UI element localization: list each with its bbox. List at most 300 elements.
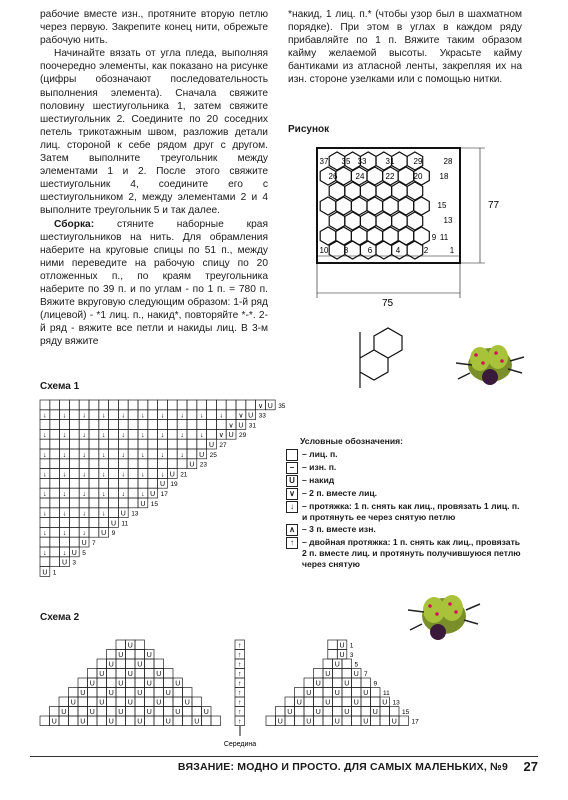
grid-cell [154, 716, 164, 726]
stitch-symbol: U [315, 680, 321, 688]
stitch-symbol: ↓ [43, 530, 47, 538]
stitch-symbol: ↓ [101, 451, 106, 459]
stitch-symbol: ↓ [121, 412, 126, 420]
grid-cell [148, 400, 158, 410]
stitch-symbol: ↓ [62, 491, 67, 498]
stitch-symbol: ↓ [62, 530, 67, 538]
grid-cell [109, 420, 119, 430]
grid-cell [50, 488, 60, 498]
grid-cell [333, 707, 343, 717]
row-number: 35 [278, 402, 286, 410]
stitch-symbol: U [61, 709, 67, 716]
grid-cell [216, 420, 226, 430]
right-text-column [288, 8, 522, 87]
grid-cell [107, 650, 117, 660]
hexagon-number: 31 [385, 157, 395, 166]
grid-cell [109, 429, 119, 439]
grid-cell [304, 707, 314, 717]
stitch-symbol: U [315, 709, 321, 716]
hexagon-number: 1 [449, 246, 455, 255]
hexagon-number: 2 [423, 246, 429, 255]
double-decrease-symbol: ↑ [237, 709, 242, 716]
grid-cell [361, 678, 371, 688]
grid-cell [89, 429, 99, 439]
grid-cell [99, 498, 109, 508]
grid-cell [314, 716, 324, 726]
grid-cell [187, 400, 197, 410]
legend-title: Условные обозначения: [300, 436, 403, 446]
legend-item [286, 501, 526, 523]
stitch-symbol: ↓ [43, 451, 47, 459]
hexagon-number: 10 [319, 246, 329, 255]
row-number: 25 [209, 451, 217, 459]
grid-cell [183, 707, 193, 717]
hexagon-detail-icon [352, 326, 412, 392]
hexagon-number: 4 [395, 246, 401, 255]
legend-item [286, 449, 526, 461]
grid-cell [109, 439, 119, 449]
grid-cell [342, 716, 352, 726]
stitch-symbol: U [208, 442, 215, 449]
grid-cell [183, 688, 193, 698]
paragraph-1: рабочие вместе изн., протяните вторую петлю через первую. Закрепите конец нити, обрежьте рабочую нить. [40, 9, 268, 47]
grid-cell [192, 707, 202, 717]
grid-cell [69, 527, 79, 537]
magazine-title: ВЯЗАНИЕ: МОДНО И ПРОСТО. ДЛЯ САМЫХ МАЛЕНЬКИХ, №9 [177, 761, 508, 773]
stitch-symbol: ↓ [141, 432, 145, 440]
grid-cell [128, 400, 138, 410]
grid-cell [69, 537, 79, 547]
grid-cell [148, 459, 158, 469]
hexagon-cell [320, 227, 336, 245]
grid-cell [60, 459, 70, 469]
width-label: 75 [382, 298, 394, 309]
stitch-symbol: U [325, 699, 331, 707]
grid-cell [314, 669, 324, 679]
grid-cell [50, 707, 60, 717]
grid-cell [89, 410, 99, 420]
grid-cell [399, 716, 409, 726]
hexagon-number: 13 [443, 216, 453, 225]
grid-cell [323, 716, 333, 726]
grid-cell [107, 669, 117, 679]
grid-cell [135, 678, 145, 688]
grid-cell [352, 678, 362, 688]
grid-cell [148, 449, 158, 459]
grid-cell [126, 678, 136, 688]
double-decrease-symbol: ↑ [237, 718, 242, 726]
stitch-symbol: U [137, 690, 143, 697]
grid-cell [211, 716, 221, 726]
grid-cell [128, 459, 138, 469]
grid-cell [246, 400, 256, 410]
legend-symbol-icon: ∨ [286, 488, 298, 500]
stitch-symbol: U [99, 671, 105, 678]
legend-symbol-icon: ∧ [286, 524, 298, 536]
grid-cell [78, 678, 88, 688]
stitch-symbol: ↓ [82, 510, 86, 518]
row-number: 31 [248, 422, 257, 430]
grid-cell [109, 400, 119, 410]
stitch-symbol: U [120, 510, 126, 518]
figure-label: Рисунок [288, 124, 330, 135]
grid-cell [50, 547, 60, 557]
stitch-symbol: U [238, 422, 244, 430]
grid-cell [164, 707, 174, 717]
grid-cell [99, 478, 109, 488]
grid-cell [128, 410, 138, 420]
grid-cell [109, 498, 119, 508]
double-decrease-symbol: ↑ [237, 680, 242, 688]
stitch-symbol: U [334, 690, 340, 697]
stitch-symbol: ↓ [180, 412, 184, 420]
double-decrease-symbol: ↑ [237, 690, 242, 697]
stitch-symbol: U [334, 718, 340, 726]
stitch-symbol: U [61, 559, 68, 567]
stitch-symbol: U [99, 699, 105, 707]
grid-cell [89, 527, 99, 537]
row-number: 5 [354, 661, 359, 669]
grid-cell [187, 439, 197, 449]
grid-cell [50, 557, 60, 567]
grid-cell [109, 478, 119, 488]
grid-cell [79, 459, 89, 469]
stitch-symbol: U [108, 690, 114, 697]
grid-cell [79, 439, 89, 449]
grid-cell [40, 420, 50, 430]
double-decrease-symbol: ↑ [237, 642, 242, 650]
grid-cell [135, 640, 145, 650]
stitch-symbol: ↓ [43, 491, 47, 498]
grid-cell [158, 459, 168, 469]
grid-cell [304, 697, 314, 707]
grid-cell [138, 478, 148, 488]
height-label: 77 [488, 200, 500, 211]
grid-cell [109, 449, 119, 459]
grid-cell [145, 669, 155, 679]
grid-cell [192, 697, 202, 707]
stitch-symbol: U [169, 471, 175, 479]
stitch-symbol: ↓ [82, 432, 86, 440]
grid-cell [323, 678, 333, 688]
row-number: 17 [160, 491, 168, 498]
legend-symbol-icon [286, 449, 298, 461]
stitch-symbol: U [325, 671, 331, 678]
legend-text: – 3 п. вместе изн. [302, 524, 376, 534]
grid-cell [69, 707, 79, 717]
legend-text: – 2 п. вместе лиц. [302, 488, 378, 498]
double-decrease-symbol: ↑ [237, 652, 242, 659]
grid-cell [40, 439, 50, 449]
grid-cell [158, 400, 168, 410]
grid-cell [167, 420, 177, 430]
stitch-symbol: ↓ [199, 432, 204, 440]
stitch-symbol: ↓ [141, 491, 145, 498]
grid-cell [352, 716, 362, 726]
double-decrease-symbol: ↑ [237, 661, 242, 669]
grid-cell [99, 459, 109, 469]
stitch-symbol: U [334, 661, 340, 669]
stitch-symbol: U [296, 699, 302, 707]
grid-cell [99, 400, 109, 410]
row-number: 5 [82, 549, 86, 557]
grid-cell [109, 459, 119, 469]
grid-cell [167, 459, 177, 469]
stitch-symbol: ↓ [43, 471, 47, 479]
grid-cell [78, 697, 88, 707]
grid-cell [148, 439, 158, 449]
stitch-symbol: ↓ [62, 471, 67, 479]
grid-cell [69, 716, 79, 726]
stitch-symbol: U [146, 652, 152, 659]
grid-cell [107, 697, 117, 707]
grid-cell [118, 439, 128, 449]
grid-cell [328, 650, 338, 660]
grid-cell [89, 459, 99, 469]
grid-cell [135, 669, 145, 679]
legend-symbol-icon: – [286, 462, 298, 474]
grid-cell [69, 449, 79, 459]
grid-cell [128, 439, 138, 449]
footer-rule [30, 756, 538, 757]
grid-cell [118, 498, 128, 508]
stitch-symbol: U [89, 680, 95, 688]
stitch-symbol: ↓ [141, 451, 145, 459]
stitch-symbol: U [306, 690, 312, 697]
grid-cell [89, 469, 99, 479]
grid-cell [118, 478, 128, 488]
stitch-symbol: U [189, 461, 195, 469]
stitch-symbol: ↓ [160, 471, 165, 479]
page-footer [0, 756, 568, 778]
hexagon-number: 24 [355, 172, 365, 181]
grid-cell [314, 697, 324, 707]
grid-cell [89, 518, 99, 528]
grid-cell [128, 478, 138, 488]
grid-cell [177, 420, 187, 430]
grid-cell [128, 449, 138, 459]
stitch-symbol: U [146, 680, 152, 688]
legend-text: – двойная протяжка: 1 п. снять как лиц., провязать 2 п. вместе лиц. и протянуть получившуюся петлю через снятую [302, 537, 521, 569]
grid-cell [314, 688, 324, 698]
grid-cell [145, 659, 155, 669]
grid-cell [173, 697, 183, 707]
row-number: 15 [150, 500, 159, 508]
stitch-symbol: ↓ [101, 432, 106, 440]
grid-cell [207, 410, 217, 420]
grid-cell [40, 557, 50, 567]
stitch-symbol: U [391, 718, 397, 726]
stitch-symbol: ↓ [121, 432, 126, 440]
grid-cell [107, 707, 117, 717]
stitch-symbol: U [339, 652, 345, 659]
grid-cell [40, 716, 50, 726]
stitch-symbol: ↓ [82, 530, 86, 538]
grid-cell [78, 707, 88, 717]
stitch-symbol: U [89, 709, 95, 716]
grid-cell [50, 518, 60, 528]
paragraph-3 [40, 218, 268, 349]
schema2-chart [38, 612, 418, 752]
stitch-symbol: ↓ [101, 471, 106, 479]
grid-cell [40, 498, 50, 508]
stitch-symbol: ∨ [228, 422, 234, 430]
stitch-symbol: U [175, 680, 181, 688]
hexagon-number: 6 [367, 246, 373, 255]
grid-cell [89, 488, 99, 498]
grid-cell [328, 640, 338, 650]
grid-cell [295, 716, 305, 726]
grid-cell [371, 716, 381, 726]
grid-cell [89, 498, 99, 508]
row-number: 7 [364, 671, 368, 678]
stitch-symbol: U [110, 520, 117, 528]
legend-symbol-icon: ↑ [286, 537, 298, 549]
grid-cell [50, 449, 60, 459]
stitch-symbol: U [353, 699, 359, 707]
grid-cell [59, 716, 69, 726]
hexagon-number: 37 [319, 157, 329, 166]
stitch-symbol: U [42, 569, 48, 577]
hexagon-number: 35 [341, 157, 351, 166]
grid-cell [177, 400, 187, 410]
grid-cell [380, 716, 390, 726]
stitch-symbol: U [372, 709, 378, 716]
grid-cell [97, 659, 107, 669]
grid-cell [202, 716, 212, 726]
grid-cell [79, 518, 89, 528]
grid-cell [207, 429, 217, 439]
stitch-symbol: ↓ [82, 491, 86, 498]
stitch-symbol: ↓ [160, 432, 165, 440]
stitch-symbol: U [137, 718, 143, 726]
grid-cell [138, 439, 148, 449]
left-text-column [40, 8, 268, 348]
stitch-symbol: U [80, 718, 86, 726]
grid-cell [69, 420, 79, 430]
grid-cell [69, 439, 79, 449]
row-number: 27 [219, 442, 227, 449]
stitch-symbol: U [363, 718, 369, 726]
grid-cell [89, 439, 99, 449]
grid-cell [40, 400, 50, 410]
grid-cell [304, 678, 314, 688]
stitch-symbol: U [228, 432, 234, 440]
grid-cell [50, 459, 60, 469]
grid-cell [60, 400, 70, 410]
center-label: Середина [223, 741, 257, 748]
grid-cell [79, 420, 89, 430]
stitch-symbol: ∨ [218, 432, 224, 440]
grid-cell [69, 498, 79, 508]
schema2-label: Схема 2 [40, 612, 80, 623]
legend-item [286, 462, 526, 474]
grid-cell [118, 400, 128, 410]
row-number: 21 [180, 471, 188, 479]
stitch-symbol: ↓ [101, 412, 106, 420]
stitch-symbol: U [344, 680, 350, 688]
grid-cell [216, 400, 226, 410]
stitch-symbol: U [118, 652, 124, 659]
grid-cell [89, 478, 99, 488]
row-number: 17 [411, 718, 419, 726]
grid-cell [128, 420, 138, 430]
grid-cell [276, 707, 286, 717]
grid-cell [187, 449, 197, 459]
grid-cell [167, 400, 177, 410]
grid-cell [116, 716, 126, 726]
grid-cell [50, 478, 60, 488]
assembly-text: стяните наборные края шестиугольников на нить. Для обрамления наберите на круговые спицы по 51 п., между ними переведите на рабочую спицу по 20 отложенных п., по краям треугольника наберите по 39 п. и по углам - по 1 п. = 780 п. Вяжите вкруговую следующим образом: 1-й ряд (лицевой) - *1 лиц. п., накид*, повторяйте *-*. 2-й ряд - вяжите все петли и накиды лиц. В 3-м ряду вяжите [40, 218, 268, 348]
legend-text: – лиц. п. [302, 449, 338, 459]
grid-cell [126, 688, 136, 698]
grid-cell [99, 439, 109, 449]
stitch-symbol: U [156, 671, 162, 678]
grid-cell [361, 697, 371, 707]
stitch-symbol: U [127, 671, 133, 678]
stitch-symbol: U [140, 500, 146, 508]
stitch-symbol: ↓ [219, 412, 224, 420]
stitch-symbol: U [306, 718, 312, 726]
stitch-symbol: ↓ [121, 451, 126, 459]
legend-item [286, 488, 526, 500]
grid-cell [99, 420, 109, 430]
legend-item [286, 524, 526, 536]
grid-cell [138, 400, 148, 410]
stitch-symbol: ↓ [121, 491, 126, 498]
grid-cell [128, 488, 138, 498]
page-number: 27 [523, 759, 538, 774]
stitch-symbol: U [101, 530, 107, 538]
row-number: 9 [373, 680, 378, 688]
row-number: 29 [239, 432, 247, 440]
stitch-symbol: U [118, 709, 124, 716]
grid-cell [126, 650, 136, 660]
hexagon-number: 15 [437, 201, 447, 210]
grid-cell [50, 439, 60, 449]
grid-cell [79, 400, 89, 410]
grid-cell [187, 410, 197, 420]
stitch-symbol: ↓ [62, 549, 67, 557]
row-number: 19 [170, 481, 178, 489]
grid-cell [99, 518, 109, 528]
stitch-symbol: ↓ [141, 471, 145, 479]
grid-cell [295, 707, 305, 717]
stitch-symbol: U [165, 718, 171, 726]
grid-cell [88, 716, 98, 726]
grid-cell [89, 449, 99, 459]
grid-cell [109, 469, 119, 479]
grid-cell [285, 716, 295, 726]
legend-item [286, 475, 526, 487]
grid-cell [154, 678, 164, 688]
grid-cell [50, 410, 60, 420]
grid-cell [164, 669, 174, 679]
hexagon-layout-figure [300, 138, 510, 310]
stitch-symbol: U [175, 709, 181, 716]
grid-cell [60, 478, 70, 488]
stitch-symbol: ↓ [141, 412, 145, 420]
hexagon-number: 18 [439, 172, 449, 181]
grid-cell [60, 439, 70, 449]
grid-cell [69, 478, 79, 488]
double-decrease-symbol: ↑ [237, 699, 242, 707]
grid-cell [40, 518, 50, 528]
stitch-symbol: U [159, 481, 166, 489]
grid-cell [173, 716, 183, 726]
stitch-symbol: U [344, 709, 350, 716]
grid-cell [88, 669, 98, 679]
